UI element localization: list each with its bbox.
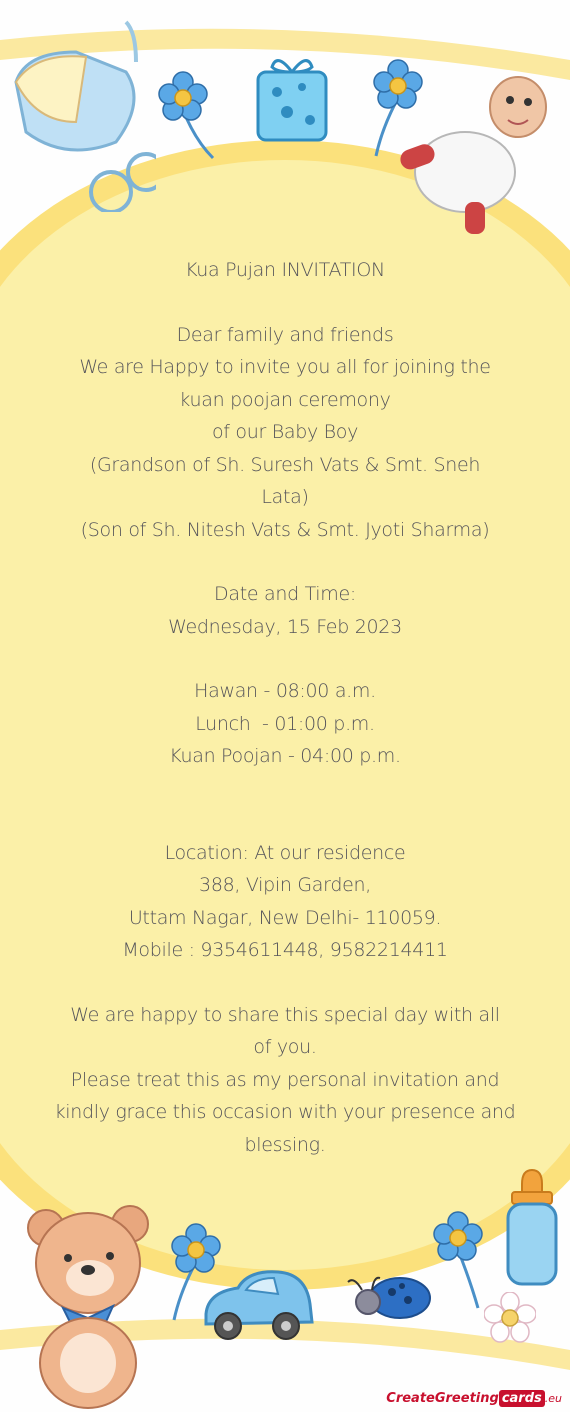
- date-label: Date and Time:: [214, 583, 356, 605]
- sheep-icon: [390, 62, 570, 242]
- schedule-item: Lunch - 01:00 p.m.: [195, 712, 375, 735]
- closing-line: We are happy to share this special day with all: [70, 1003, 500, 1026]
- logo-text: CreateGreeting: [386, 1391, 499, 1406]
- flower-icon: [430, 1210, 490, 1310]
- teddy-bear-icon: [18, 1198, 158, 1410]
- closing-line: of you.: [253, 1036, 317, 1058]
- invite-line: We are Happy to invite you all for joining the: [79, 356, 491, 378]
- brand-logo[interactable]: [386, 1391, 562, 1406]
- logo-cards: cards: [499, 1390, 545, 1407]
- son-line: (Son of Sh. Nitesh Vats & Smt. Jyoti Sharma): [80, 518, 490, 541]
- greeting: Dear family and friends: [176, 323, 394, 346]
- flower-icon: [155, 70, 220, 160]
- invite-line: of our Baby Boy: [211, 421, 359, 443]
- logo-tld: .eu: [544, 1392, 562, 1405]
- address-line: Uttam Nagar, New Delhi- 110059.: [128, 906, 442, 929]
- schedule-item: Kuan Poojan - 04:00 p.m.: [169, 745, 401, 767]
- toy-car-icon: [198, 1264, 318, 1346]
- location-label: Location: At our residence: [164, 841, 406, 864]
- grandson-line: Lata): [261, 486, 309, 508]
- closing-line: kindly grace this occasion with your presence and: [54, 1101, 516, 1123]
- schedule-item: Hawan - 08:00 a.m.: [194, 680, 376, 702]
- daisy-icon: [484, 1292, 536, 1344]
- invitation-title: Kua Pujan INVITATION: [185, 259, 385, 281]
- date-value: Wednesday, 15 Feb 2023: [168, 615, 402, 638]
- invitation-text: [28, 254, 542, 1161]
- baby-bottle-icon: [500, 1168, 564, 1286]
- gift-box-icon: [252, 52, 332, 144]
- mobile-numbers: Mobile : 9354611448, 9582214411: [122, 939, 448, 961]
- closing-line: blessing.: [244, 1133, 326, 1156]
- grandson-line: (Grandson of Sh. Suresh Vats & Smt. Sneh: [89, 453, 481, 476]
- invite-line: kuan poojan ceremony: [179, 388, 391, 411]
- ladybug-icon: [342, 1268, 437, 1328]
- closing-line: Please treat this as my personal invitation and: [70, 1068, 500, 1091]
- address-line: 388, Vipin Garden,: [199, 874, 371, 896]
- pram-icon: [6, 12, 156, 212]
